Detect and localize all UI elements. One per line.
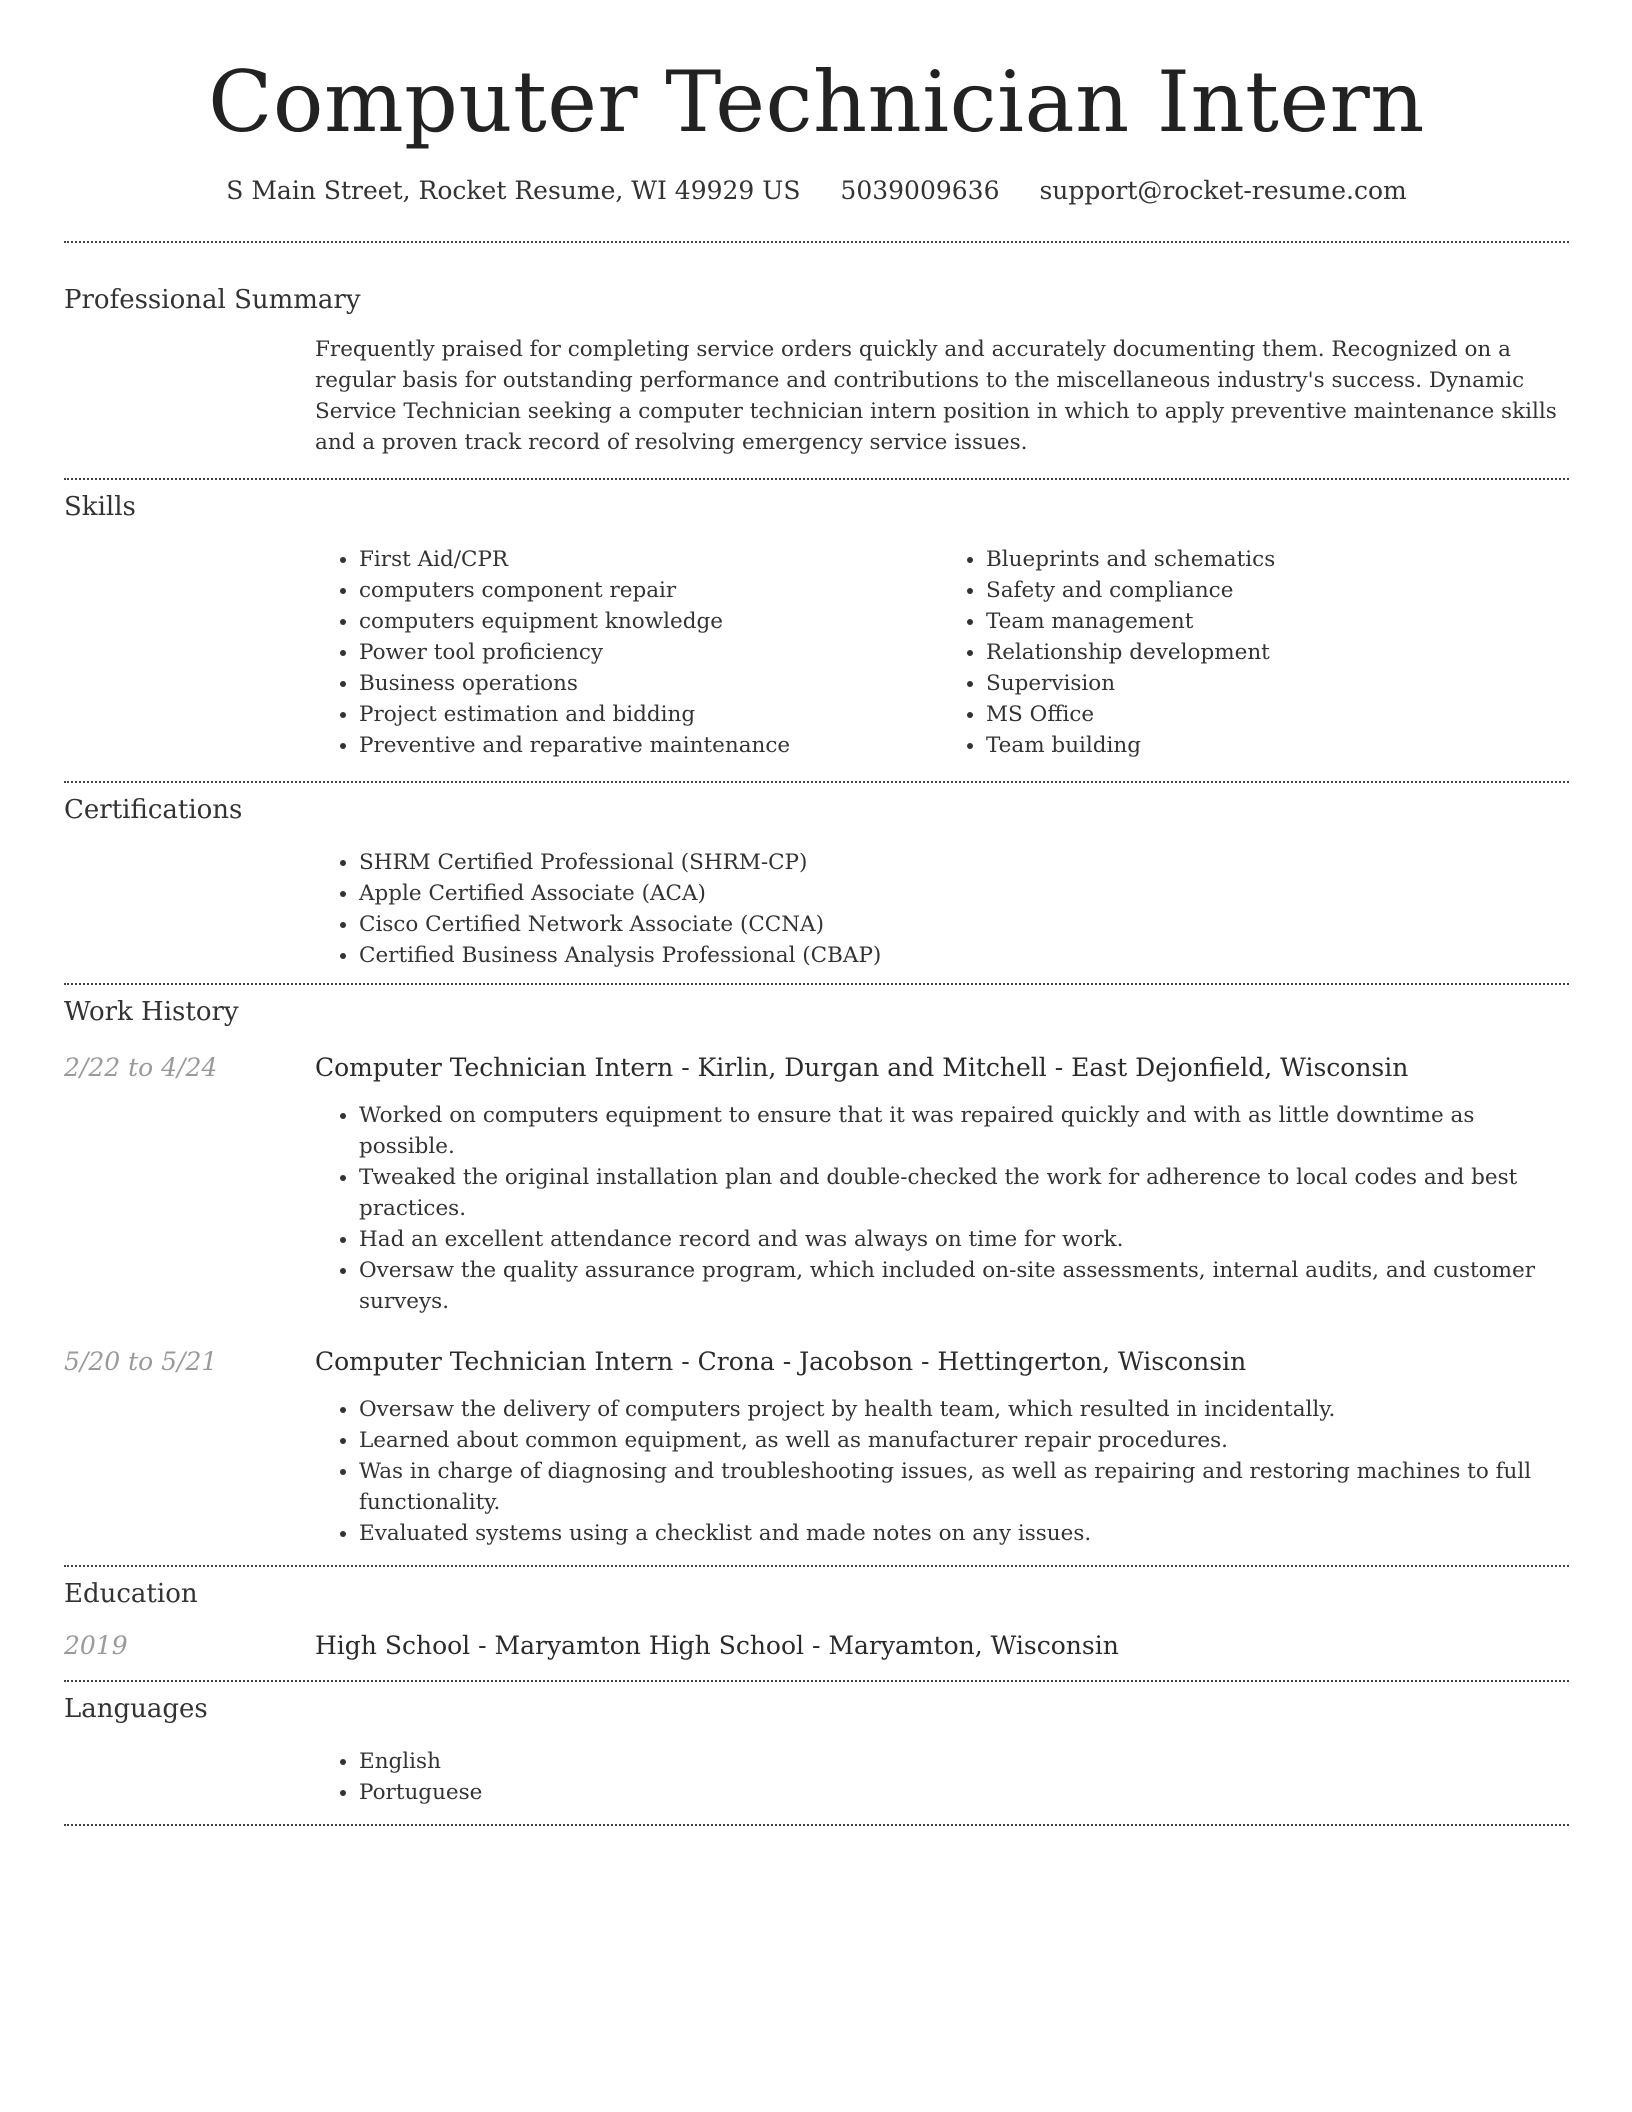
job-header	[64, 1347, 1569, 1376]
job-header	[64, 1053, 1569, 1082]
job-entry	[64, 1053, 1569, 1317]
skill-item: • Project estimation and bidding	[359, 699, 942, 730]
contact-phone: 5039009636	[840, 176, 1000, 205]
education-section	[64, 1579, 1569, 1660]
candidate-name: Computer Technician Intern	[208, 53, 1425, 151]
job-details	[315, 1394, 1569, 1549]
job-bullet: • Oversaw the delivery of computers project by health team, which resulted in incidentally.	[359, 1394, 1569, 1425]
skills-columns	[315, 544, 1569, 761]
skills-list-right	[942, 544, 1569, 761]
skill-item: • Safety and compliance	[986, 575, 1569, 606]
certification-item: • Apple Certified Associate (ACA)	[359, 878, 1569, 909]
skills-section	[64, 492, 1569, 761]
contact-address: S Main Street, Rocket Resume, WI 49929 US	[226, 176, 801, 205]
languages-list	[315, 1746, 1569, 1808]
work-title: Work History	[64, 997, 239, 1027]
languages-title: Languages	[64, 1694, 208, 1724]
skill-item: • Team building	[986, 730, 1569, 761]
certifications-title: Certifications	[64, 795, 243, 825]
skill-item: • Preventive and reparative maintenance	[359, 730, 942, 761]
section-divider	[64, 478, 1569, 480]
summary-text: Frequently praised for completing service orders quickly and accurately documenting them. Recognized on a regular basis for outstanding performance and contributions to the miscellaneous industry's success. Dynamic Service Technician seeking a computer technician intern position in which to apply preventive maintenance skills and a proven track record of resolving emergency service issues.	[315, 337, 1557, 455]
certification-item: • Cisco Certified Network Associate (CCNA)	[359, 909, 1569, 940]
job-bullet: • Learned about common equipment, as well as manufacturer repair procedures.	[359, 1425, 1569, 1456]
job-details	[315, 1100, 1569, 1317]
job-title: Computer Technician Intern - Kirlin, Durgan and Mitchell - East Dejonfield, Wisconsin	[315, 1053, 1409, 1082]
job-bullet: • Worked on computers equipment to ensure that it was repaired quickly and with as little downtime as possible.	[359, 1100, 1569, 1162]
skill-item: • computers equipment knowledge	[359, 606, 942, 637]
certifications-content	[315, 847, 1569, 971]
summary-section	[64, 285, 1569, 458]
job-entry	[64, 1347, 1569, 1549]
contact-line	[64, 176, 1569, 205]
skills-title: Skills	[64, 492, 136, 522]
job-bullets	[315, 1100, 1569, 1317]
job-bullet: • Evaluated systems using a checklist and made notes on any issues.	[359, 1518, 1569, 1549]
skill-item: • Relationship development	[986, 637, 1569, 668]
language-item: • English	[359, 1746, 1569, 1777]
education-detail: High School - Maryamton High School - Maryamton, Wisconsin	[315, 1631, 1119, 1660]
job-bullet: • Had an excellent attendance record and was always on time for work.	[359, 1224, 1569, 1255]
job-bullet: • Oversaw the quality assurance program, which included on-site assessments, internal audits, and customer surveys.	[359, 1255, 1569, 1317]
certifications-section	[64, 795, 1569, 971]
certifications-list	[315, 847, 1569, 971]
job-dates: 5/20 to 5/21	[64, 1347, 218, 1376]
language-item: • Portuguese	[359, 1777, 1569, 1808]
skill-item: • Supervision	[986, 668, 1569, 699]
section-divider	[64, 1824, 1569, 1826]
languages-section	[64, 1694, 1569, 1808]
contact-email: support@rocket-resume.com	[1039, 176, 1407, 205]
section-divider	[64, 781, 1569, 783]
section-divider	[64, 241, 1569, 243]
skill-item: • Power tool proficiency	[359, 637, 942, 668]
skills-list-left	[315, 544, 942, 761]
skill-item: • First Aid/CPR	[359, 544, 942, 575]
education-entry	[64, 1631, 1569, 1660]
resume-page	[64, 0, 1569, 1826]
skill-item: • Team management	[986, 606, 1569, 637]
job-bullets	[315, 1394, 1569, 1549]
work-section	[64, 997, 1569, 1549]
section-divider	[64, 1565, 1569, 1567]
job-bullet: • Tweaked the original installation plan and double-checked the work for adherence to local codes and best practices.	[359, 1162, 1569, 1224]
skill-item: • MS Office	[986, 699, 1569, 730]
education-title: Education	[64, 1579, 198, 1609]
job-title: Computer Technician Intern - Crona - Jacobson - Hettingerton, Wisconsin	[315, 1347, 1247, 1376]
skill-item: • computers component repair	[359, 575, 942, 606]
skill-item: • Blueprints and schematics	[986, 544, 1569, 575]
summary-title: Professional Summary	[64, 285, 361, 315]
education-date: 2019	[64, 1631, 128, 1660]
certification-item: • Certified Business Analysis Professional (CBAP)	[359, 940, 1569, 971]
section-divider	[64, 983, 1569, 985]
skill-item: • Business operations	[359, 668, 942, 699]
section-divider	[64, 1680, 1569, 1682]
languages-content	[315, 1746, 1569, 1808]
job-dates: 2/22 to 4/24	[64, 1053, 218, 1082]
certification-item: • SHRM Certified Professional (SHRM-CP)	[359, 847, 1569, 878]
job-bullet: • Was in charge of diagnosing and troubleshooting issues, as well as repairing and restoring machines to full functionality.	[359, 1456, 1569, 1518]
